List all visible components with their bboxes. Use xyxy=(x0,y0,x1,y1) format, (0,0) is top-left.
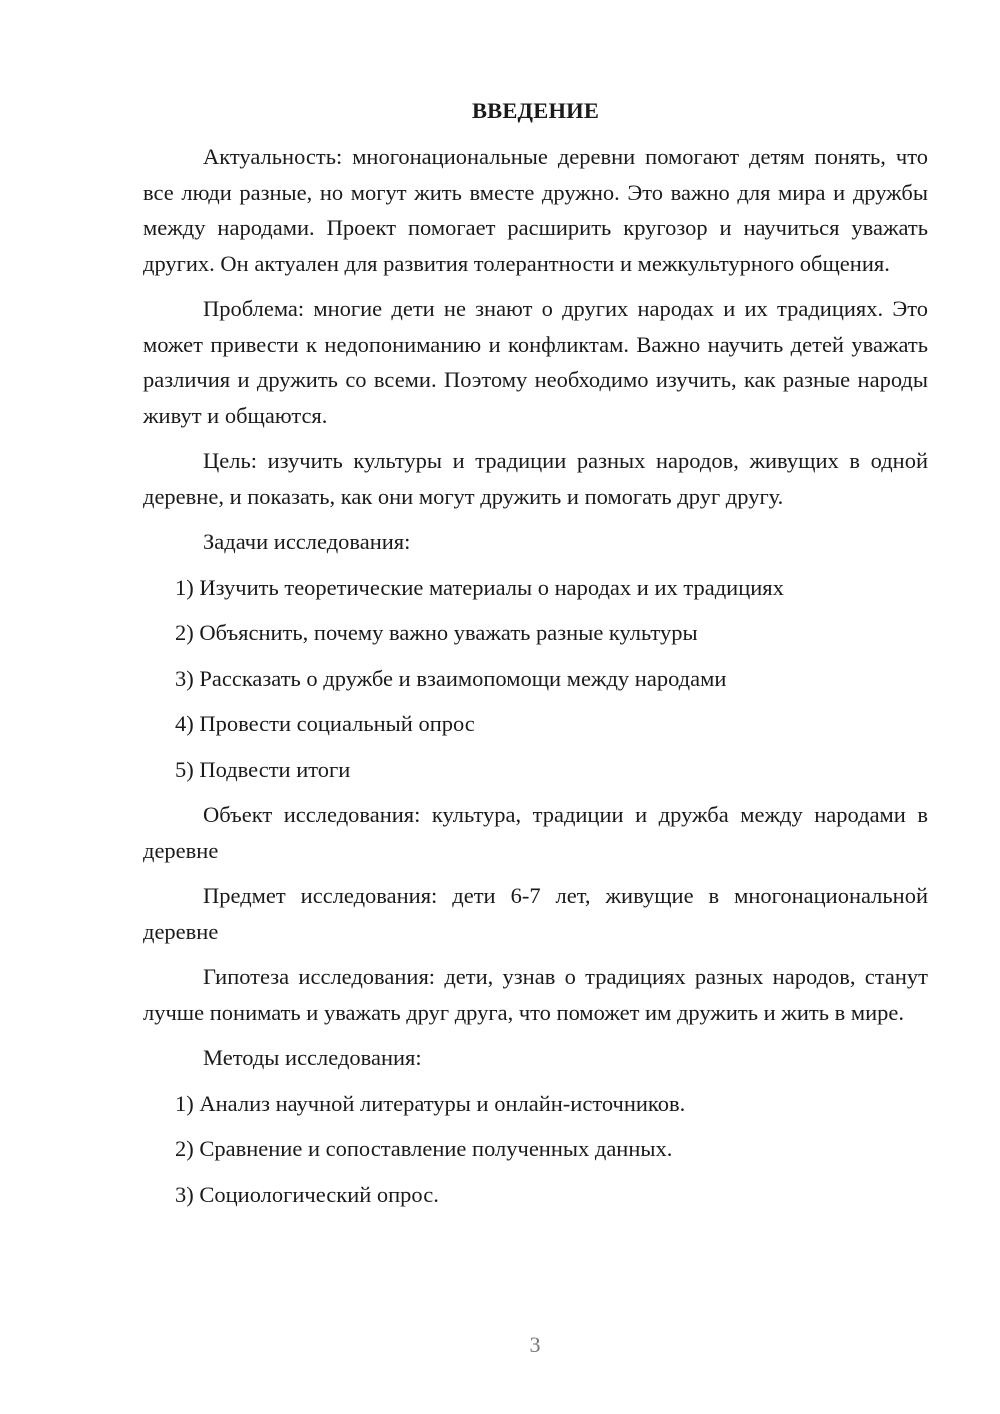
tasks-heading: Задачи исследования: xyxy=(203,529,411,554)
tasks-list xyxy=(143,570,928,788)
methods-heading: Методы исследования: xyxy=(203,1045,422,1070)
list-item: 4) Провести социальный опрос xyxy=(175,711,475,736)
hypothesis-paragraph: Гипотеза исследования: дети, узнав о традициях разных народов, станут лучше понимать и уважать друг друга, что поможет им дружить и жить в мире. xyxy=(143,964,928,1025)
goal-paragraph: Цель: изучить культуры и традиции разных народов, живущих в одной деревне, и показать, как они могут дружить и помогать друг другу. xyxy=(143,448,928,509)
list-item: 2) Сравнение и сопоставление полученных данных. xyxy=(175,1136,673,1161)
methods-list xyxy=(143,1086,928,1213)
subject-paragraph: Предмет исследования: дети 6-7 лет, живущие в многонациональной деревне xyxy=(143,883,928,944)
list-item: 5) Подвести итоги xyxy=(175,756,351,782)
list-item: 1) Изучить теоретические материалы о народах и их традициях xyxy=(175,574,784,600)
relevance-paragraph: Актуальность: многонациональные деревни помогают детям понять, что все люди разные, но могут жить вместе дружно. Это важно для мира и дружбы между народами. Проект помогает расширить кругозор и научиться уважать других. Он актуален для развития толерантности и межкультурного общения. xyxy=(143,144,928,276)
page-number: 3 xyxy=(529,1332,541,1357)
page-content xyxy=(143,93,928,1222)
object-paragraph: Объект исследования: культура, традиции и дружба между народами в деревне xyxy=(143,802,928,863)
list-item: 1) Анализ научной литературы и онлайн-источников. xyxy=(175,1090,686,1116)
list-item: 3) Социологический опрос. xyxy=(175,1181,439,1207)
list-item: 3) Рассказать о дружбе и взаимопомощи между народами xyxy=(175,665,727,691)
page-title: ВВЕДЕНИЕ xyxy=(471,98,600,123)
list-item: 2) Объяснить, почему важно уважать разные культуры xyxy=(175,620,698,645)
problem-paragraph: Проблема: многие дети не знают о других народах и их традициях. Это может привести к недопониманию и конфликтам. Важно научить детей уважать различия и дружить со всеми. Поэтому необходимо изучить, как разные народы живут и общаются. xyxy=(143,296,928,428)
